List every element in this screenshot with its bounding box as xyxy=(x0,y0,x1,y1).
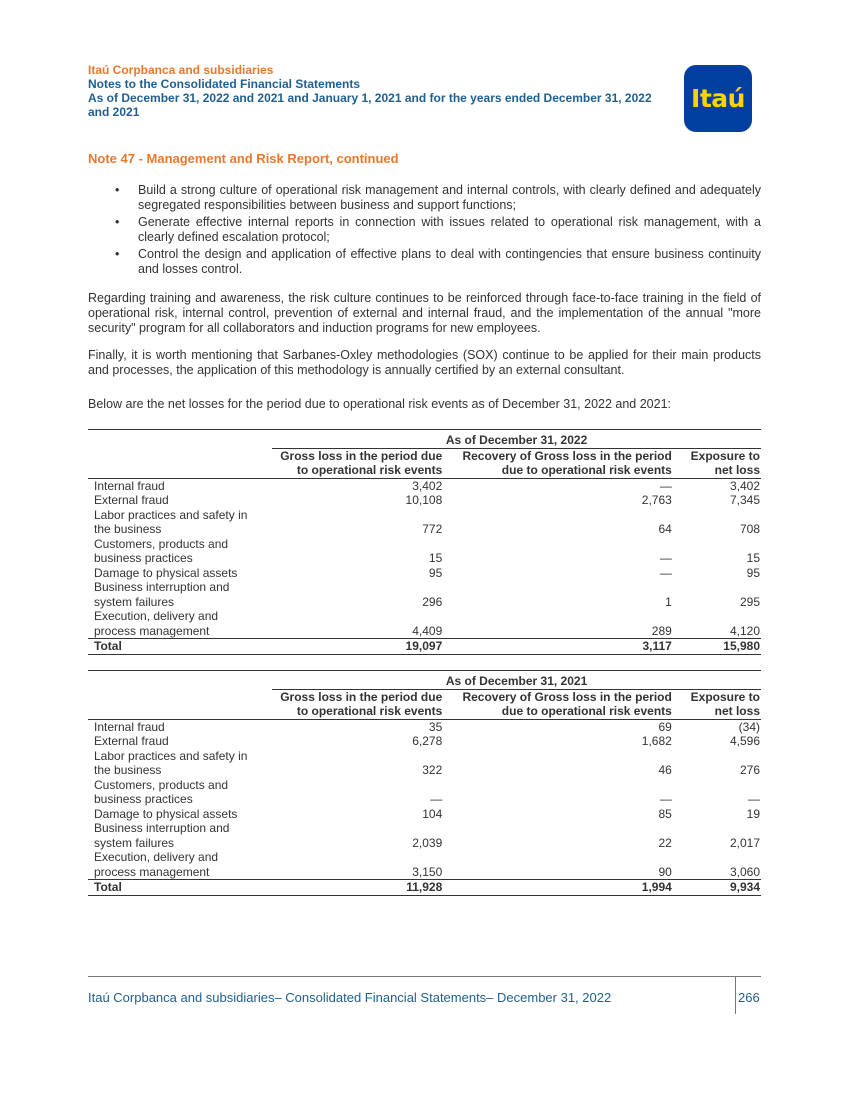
note-title: Note 47 - Management and Risk Report, continued xyxy=(88,151,399,166)
cell-gross: 296 xyxy=(422,594,443,609)
bullet-text: Control the design and application of effective plans to deal with contingencies that ensure business continuity and losses control. xyxy=(138,247,761,276)
table-row xyxy=(88,595,761,610)
row-label-cont: the business xyxy=(94,763,162,777)
table-row xyxy=(88,792,761,807)
bullet-list xyxy=(88,183,761,279)
paragraph-training: Regarding training and awareness, the risk culture continues to be reinforced through face-to-face training in the field of operational risk, internal control, prevention of external and internal fraud, and the implementation of the annual "more security" program for all collaborators and induction programs for new employees. xyxy=(88,291,761,335)
bullet-item xyxy=(88,215,761,245)
cell-exposure: 19 xyxy=(746,806,760,821)
col-exposure: Exposure to xyxy=(690,448,760,463)
row-label: Internal fraud xyxy=(94,478,165,493)
bullet-text: Generate effective internal reports in connection with issues related to operational risk management, with a clearly defined escalation protocol; xyxy=(138,215,761,244)
logo-text: Itaú xyxy=(691,84,745,113)
row-label-cont: system failures xyxy=(94,594,175,609)
page-header xyxy=(88,63,688,119)
total-exposure: 15,980 xyxy=(673,639,761,655)
row-label-cont: business practices xyxy=(94,792,193,806)
row-label-cont: process management xyxy=(88,624,272,639)
table-row xyxy=(88,624,761,639)
cell-recovery: 64 xyxy=(658,522,672,536)
col-gross-sub: to operational risk events xyxy=(272,463,443,478)
table-period: As of December 31, 2021 xyxy=(272,674,761,689)
total-label: Total xyxy=(88,639,272,655)
row-label: Business interruption and xyxy=(94,580,230,594)
losses-table-2021 xyxy=(88,670,761,896)
table-row xyxy=(88,493,761,508)
row-label: Customers, products and xyxy=(94,536,229,551)
table-row xyxy=(88,763,761,778)
bullet-icon: • xyxy=(115,215,120,229)
row-label: Business interruption and xyxy=(94,821,230,835)
total-gross: 19,097 xyxy=(272,639,443,655)
statement-period: As of December 31, 2022 and 2021 and January 1, 2021 and for the years ended December 31, 2022 xyxy=(88,91,652,105)
col-exposure-sub: net loss xyxy=(673,704,761,719)
table-row xyxy=(88,836,761,851)
cell-gross: 3,402 xyxy=(412,478,443,493)
page-number: 266 xyxy=(738,990,760,1005)
row-label-cont: system failures xyxy=(94,835,175,850)
cell-recovery: 69 xyxy=(658,719,672,734)
row-label: External fraud xyxy=(94,734,169,748)
total-exposure: 9,934 xyxy=(673,880,761,896)
cell-exposure: 7,345 xyxy=(729,493,760,507)
cell-gross: 3,150 xyxy=(272,865,443,880)
table-row xyxy=(88,522,761,537)
row-label: Execution, delivery and xyxy=(94,609,219,623)
table-row xyxy=(88,865,761,880)
footer-divider xyxy=(88,976,761,977)
col-recovery-sub: due to operational risk events xyxy=(443,704,673,719)
row-label: Customers, products and xyxy=(94,777,229,792)
cell-exposure: 4,120 xyxy=(673,624,761,639)
table-row xyxy=(88,734,761,749)
cell-exposure: (34) xyxy=(738,719,760,734)
col-recovery-sub: due to operational risk events xyxy=(443,463,673,478)
total-recovery: 3,117 xyxy=(443,639,673,655)
cell-recovery: 85 xyxy=(658,806,672,821)
row-label: Damage to physical assets xyxy=(94,806,238,821)
losses-table-2022 xyxy=(88,429,761,655)
cell-gross: 95 xyxy=(428,565,443,580)
row-label: Labor practices and safety in xyxy=(94,748,248,763)
col-recovery: Recovery of Gross loss in the period xyxy=(462,448,672,463)
cell-gross: 35 xyxy=(428,719,443,734)
table-period: As of December 31, 2022 xyxy=(272,433,761,448)
cell-gross: 10,108 xyxy=(405,493,443,507)
bullet-item xyxy=(88,183,761,213)
footer-page-divider xyxy=(735,976,736,1014)
cell-exposure: — xyxy=(748,792,760,806)
cell-exposure: 3,060 xyxy=(673,865,761,880)
row-label: Execution, delivery and xyxy=(94,850,219,864)
cell-exposure: 4,596 xyxy=(729,734,760,748)
row-label-cont: the business xyxy=(94,522,162,536)
bullet-item xyxy=(88,247,761,277)
table-row xyxy=(88,719,761,734)
cell-recovery: 289 xyxy=(443,624,673,639)
table-row xyxy=(88,551,761,566)
col-exposure-sub: net loss xyxy=(673,463,761,478)
total-label: Total xyxy=(88,880,272,896)
table-row xyxy=(88,807,761,822)
total-row xyxy=(88,880,761,896)
cell-recovery: — xyxy=(659,551,672,565)
cell-recovery: 2,763 xyxy=(641,493,672,507)
cell-exposure: 95 xyxy=(746,565,760,580)
cell-exposure: 15 xyxy=(746,551,760,565)
total-recovery: 1,994 xyxy=(443,880,673,896)
col-recovery: Recovery of Gross loss in the period xyxy=(462,689,672,704)
cell-recovery: 1 xyxy=(665,594,672,609)
cell-gross: 4,409 xyxy=(272,624,443,639)
col-exposure: Exposure to xyxy=(690,689,760,704)
cell-exposure: 295 xyxy=(739,594,760,609)
table-row xyxy=(88,478,761,493)
cell-gross: 2,039 xyxy=(412,835,443,850)
row-label-cont: business practices xyxy=(94,551,193,565)
itau-logo xyxy=(684,65,752,132)
cell-recovery: — xyxy=(659,565,672,580)
cell-recovery: — xyxy=(659,478,672,493)
statement-period-cont: and 2021 xyxy=(88,105,140,119)
cell-recovery: — xyxy=(659,792,672,806)
statement-title: Notes to the Consolidated Financial Statements xyxy=(88,77,361,91)
cell-exposure: 276 xyxy=(739,763,760,777)
footer-text: Itaú Corpbanca and subsidiaries– Consolidated Financial Statements– December 31, 2022 xyxy=(88,990,612,1005)
total-row xyxy=(88,639,761,655)
cell-recovery: 46 xyxy=(658,763,672,777)
table-row xyxy=(88,566,761,581)
paragraph-sox: Finally, it is worth mentioning that Sarbanes-Oxley methodologies (SOX) continue to be applied for their main products and processes, the application of this methodology is annually certified by an external consultant. xyxy=(88,348,761,377)
row-label-cont: process management xyxy=(88,865,272,880)
row-label: Labor practices and safety in xyxy=(94,507,248,522)
cell-gross: 104 xyxy=(422,806,443,821)
total-gross: 11,928 xyxy=(272,880,443,896)
cell-gross: 6,278 xyxy=(412,734,443,748)
cell-gross: 15 xyxy=(428,551,443,565)
cell-recovery: 90 xyxy=(443,865,673,880)
company-name: Itaú Corpbanca and subsidiaries xyxy=(88,63,274,77)
cell-gross: 772 xyxy=(422,522,443,536)
cell-gross: — xyxy=(430,792,443,806)
cell-exposure: 2,017 xyxy=(729,835,760,850)
cell-recovery: 22 xyxy=(658,835,672,850)
bullet-icon: • xyxy=(115,247,120,261)
cell-exposure: 708 xyxy=(739,522,760,536)
bullet-icon: • xyxy=(115,183,120,197)
col-gross: Gross loss in the period due xyxy=(280,689,443,704)
cell-gross: 322 xyxy=(422,763,443,777)
bullet-text: Build a strong culture of operational risk management and internal controls, with clearly defined and adequately segregated responsibilities between business and support functions; xyxy=(138,183,761,212)
paragraph-intro-table: Below are the net losses for the period due to operational risk events as of December 31, 2022 and 2021: xyxy=(88,397,672,411)
cell-exposure: 3,402 xyxy=(729,478,760,493)
cell-recovery: 1,682 xyxy=(641,734,672,748)
row-label: Damage to physical assets xyxy=(94,565,238,580)
col-gross-sub: to operational risk events xyxy=(272,704,443,719)
col-gross: Gross loss in the period due xyxy=(280,448,443,463)
row-label: External fraud xyxy=(94,493,169,507)
row-label: Internal fraud xyxy=(94,719,165,734)
